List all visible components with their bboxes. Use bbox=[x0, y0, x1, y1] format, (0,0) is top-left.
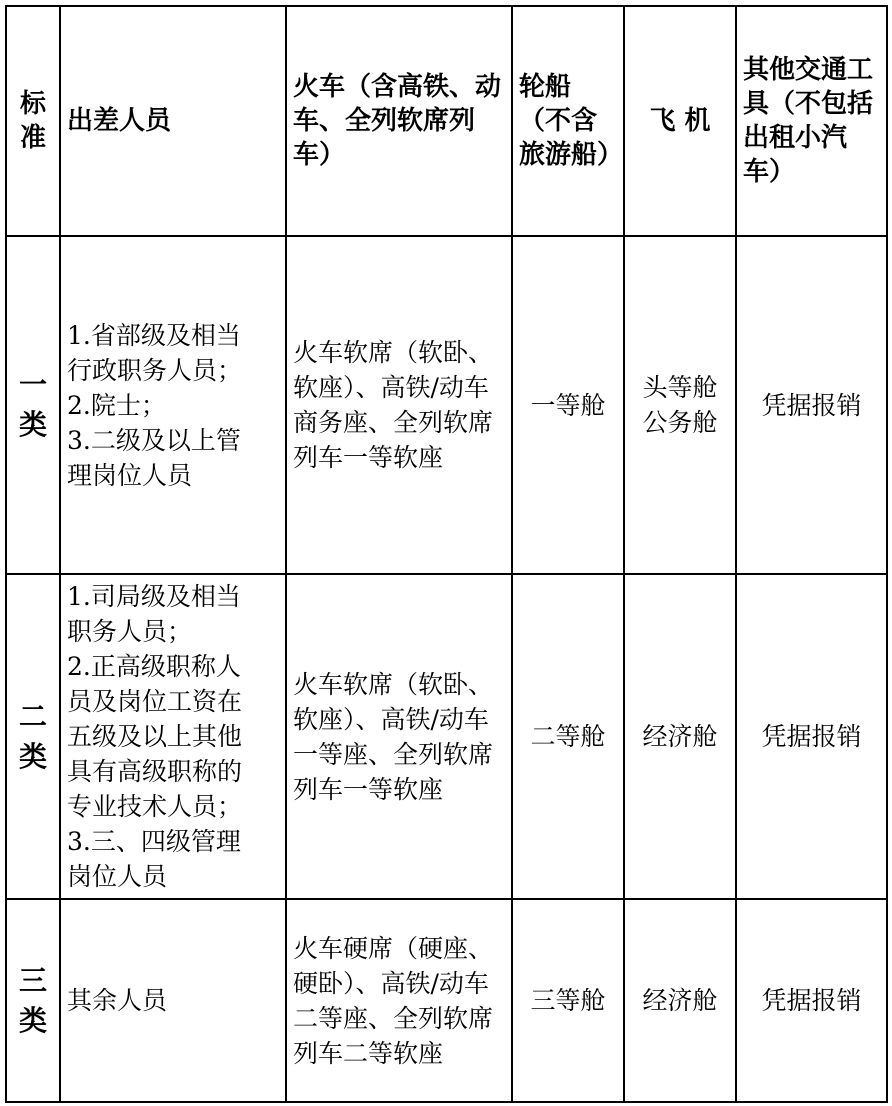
traveler-line: 五级及以上其他 bbox=[67, 722, 243, 751]
plane-line: 经济舱 bbox=[642, 986, 718, 1015]
ship-cell: 二等舱 bbox=[512, 574, 624, 899]
header-ship: 轮船（不含旅游船） bbox=[512, 6, 624, 236]
plane-cell bbox=[624, 574, 736, 899]
traveler-line: 理岗位人员 bbox=[67, 460, 193, 490]
traveler-line: 行政职务人员； bbox=[67, 355, 243, 385]
traveler-line: 1.司局级及相当 bbox=[67, 582, 241, 611]
traveler-line: 2.正高级职称人 bbox=[67, 652, 241, 681]
other-cell: 凭据报销 bbox=[736, 236, 887, 574]
traveler-cell bbox=[60, 899, 286, 1102]
header-other: 其他交通工具（不包括出租小汽车） bbox=[736, 6, 887, 236]
plane-line: 公务舱 bbox=[642, 408, 718, 437]
header-plane: 飞 机 bbox=[624, 6, 736, 236]
table-row bbox=[6, 574, 887, 899]
traveler-line: 职务人员； bbox=[67, 617, 193, 646]
header-standard: 标准 bbox=[6, 6, 60, 236]
travel-standard-table bbox=[5, 5, 888, 1103]
plane-cell bbox=[624, 236, 736, 574]
traveler-line: 具有高级职称的 bbox=[67, 757, 243, 786]
traveler-cell bbox=[60, 574, 286, 899]
traveler-line: 1.省部级及相当 bbox=[67, 320, 241, 350]
train-cell: 火车硬席（硬座、硬卧）、高铁/动车二等座、全列软席列车二等软座 bbox=[286, 899, 512, 1102]
header-traveler: 出差人员 bbox=[60, 6, 286, 236]
level-cell: 三类 bbox=[6, 899, 60, 1102]
other-cell: 凭据报销 bbox=[736, 574, 887, 899]
plane-line: 经济舱 bbox=[642, 722, 718, 751]
table-row bbox=[6, 236, 887, 574]
train-cell: 火车软席（软卧、软座）、高铁/动车一等座、全列软席列车一等软座 bbox=[286, 574, 512, 899]
table-row bbox=[6, 899, 887, 1102]
traveler-line: 专业技术人员； bbox=[67, 792, 243, 821]
traveler-line: 3.二级及以上管 bbox=[67, 425, 241, 455]
plane-cell bbox=[624, 899, 736, 1102]
traveler-line: 2.院士； bbox=[67, 390, 166, 420]
traveler-line: 员及岗位工资在 bbox=[67, 687, 243, 716]
train-cell: 火车软席（软卧、软座）、高铁/动车商务座、全列软席列车一等软座 bbox=[286, 236, 512, 574]
traveler-line: 其余人员 bbox=[67, 986, 168, 1015]
header-row bbox=[6, 6, 887, 236]
traveler-line: 岗位人员 bbox=[67, 862, 168, 891]
plane-line: 头等舱 bbox=[642, 373, 718, 402]
level-cell: 二类 bbox=[6, 574, 60, 899]
other-cell: 凭据报销 bbox=[736, 899, 887, 1102]
header-train: 火车（含高铁、动车、全列软席列车） bbox=[286, 6, 512, 236]
traveler-line: 3.三、四级管理 bbox=[67, 827, 241, 856]
ship-cell: 一等舱 bbox=[512, 236, 624, 574]
level-cell: 一类 bbox=[6, 236, 60, 574]
ship-cell: 三等舱 bbox=[512, 899, 624, 1102]
traveler-cell bbox=[60, 236, 286, 574]
